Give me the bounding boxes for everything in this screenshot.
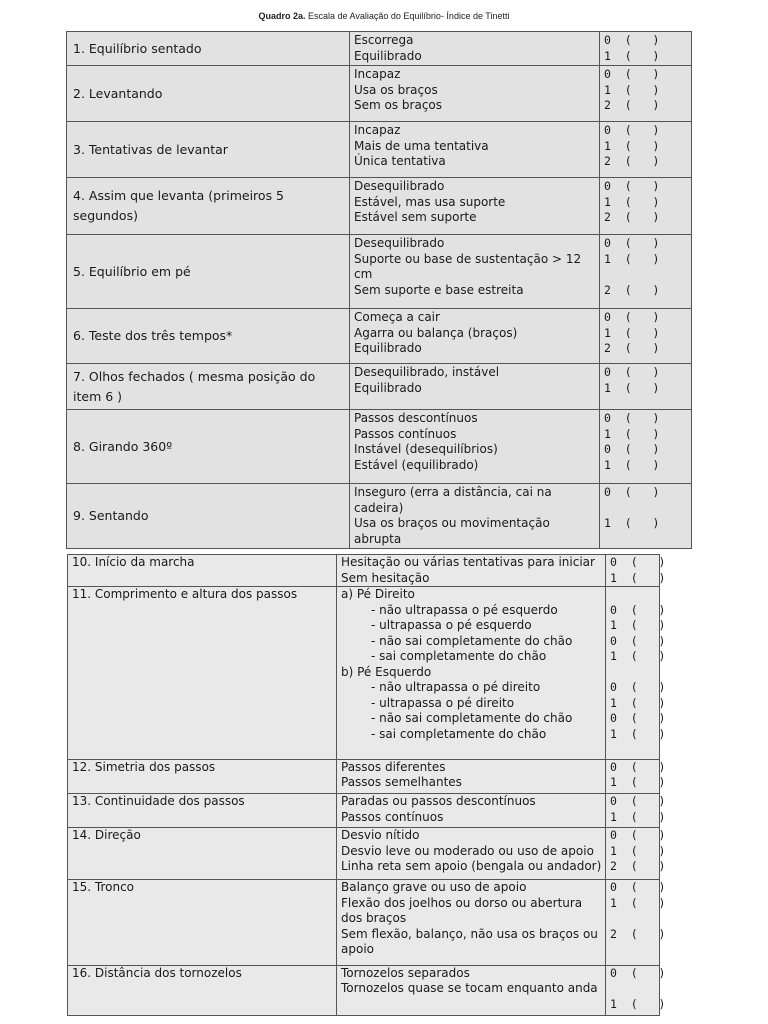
score-entry[interactable]: 0 ( ): [604, 236, 660, 250]
item-label: 9. Sentando: [73, 508, 149, 523]
score-cell: [600, 235, 692, 309]
options-cell: [350, 66, 600, 122]
option-text: - sai completamente do chão: [371, 726, 547, 741]
score-entry[interactable]: 1 ( ): [610, 618, 666, 633]
options-list: [354, 123, 595, 176]
score-entry[interactable]: 1 ( ): [610, 695, 666, 710]
options-cell: [337, 794, 606, 828]
score-entry[interactable]: 0 ( ): [610, 965, 666, 980]
table-row: [68, 759, 660, 793]
options-list: [341, 555, 601, 586]
option-text: Equilibrado: [354, 48, 422, 63]
score-cell: [606, 555, 666, 587]
item-label: 4. Assim que levanta (primeiros 5 segundos): [73, 188, 285, 223]
option-text: Sem os braços: [354, 98, 443, 112]
score-entry[interactable]: 0 ( ): [604, 67, 660, 81]
option-text: Estável, mas usa suporte: [354, 194, 506, 209]
option-text: Incapaz: [354, 123, 401, 137]
options-list: [354, 236, 595, 307]
score-entry[interactable]: 0 ( ): [604, 179, 660, 193]
option-text: Passos descontínuos: [354, 411, 478, 425]
item-cell: [67, 410, 350, 484]
tinetti-balance-table: [66, 31, 692, 549]
item-cell: [68, 587, 337, 760]
score-entry[interactable]: 0 ( ): [610, 555, 666, 569]
score-entry[interactable]: 1 ( ): [604, 380, 660, 395]
score-cell: [606, 759, 666, 793]
score-entry[interactable]: 1 ( ): [610, 726, 666, 741]
table-row: [68, 555, 660, 587]
item-cell: [68, 880, 337, 965]
option-text: Passos diferentes: [341, 759, 446, 774]
tinetti-gait-table: [67, 554, 666, 1016]
item-label: 14. Direção: [72, 828, 141, 843]
option-text: Sem hesitação: [341, 570, 430, 585]
score-entry[interactable]: 0 ( ): [604, 123, 660, 137]
options-list: [341, 760, 601, 793]
score-entry[interactable]: 1 ( ): [604, 251, 660, 266]
options-cell: [337, 555, 606, 587]
score-entry[interactable]: 1 ( ): [604, 426, 660, 441]
score-entry[interactable]: 0 ( ): [604, 310, 660, 324]
option-text: a) Pé Direito: [341, 587, 415, 602]
table-row: [68, 880, 660, 965]
score-entry[interactable]: 0 ( ): [604, 33, 660, 47]
option-text: b) Pé Esquerdo: [341, 664, 432, 679]
score-entry[interactable]: 2 ( ): [604, 98, 660, 112]
item-label: 1. Equilíbrio sentado: [73, 40, 202, 56]
item-cell: [67, 178, 350, 235]
score-cell: [600, 66, 692, 122]
item-cell: [68, 555, 337, 587]
option-text: - não ultrapassa o pé esquerdo: [371, 602, 558, 617]
score-entry[interactable]: [610, 981, 655, 997]
option-text: - ultrapassa o pé direito: [371, 695, 515, 710]
score-entry[interactable]: 1 ( ): [604, 457, 660, 472]
score-entry[interactable]: 0 ( ): [604, 365, 660, 379]
options-cell: [350, 122, 600, 178]
option-text: Desequilibrado: [354, 179, 445, 193]
score-entry[interactable]: 1 ( ): [610, 775, 666, 790]
option-text: Tornozelos quase se tocam enquanto anda: [341, 981, 598, 996]
option-text: Equilibrado: [354, 380, 422, 395]
score-entry[interactable]: 1 ( ): [610, 996, 666, 1011]
caption-text: Escala de Avaliação do Equilíbrio- Índice de Tinetti: [305, 11, 510, 21]
option-text: Flexão dos joelhos ou dorso ou abertura dos braços: [341, 895, 583, 926]
item-label: 10. Início da marcha: [72, 555, 195, 569]
options-list: [341, 587, 601, 759]
item-cell: [67, 32, 350, 66]
score-cell: [600, 484, 692, 549]
score-cell: [600, 410, 692, 484]
score-cell: [606, 880, 666, 965]
table-row: [68, 828, 660, 880]
score-entry[interactable]: 0 ( ): [604, 442, 660, 456]
option-text: Hesitação ou várias tentativas para iniciar: [341, 555, 595, 569]
score-entry[interactable]: 0 ( ): [610, 633, 666, 648]
option-text: Instável (desequilíbrios): [354, 442, 498, 456]
score-entry[interactable]: [604, 267, 687, 283]
item-cell: [67, 122, 350, 178]
item-cell: [67, 309, 350, 364]
option-text: Começa a cair: [354, 310, 440, 324]
options-list: [354, 310, 595, 362]
option-text: Balanço grave ou uso de apoio: [341, 880, 527, 895]
option-text: Desvio nítido: [341, 828, 420, 843]
options-cell: [337, 965, 606, 1015]
item-cell: [67, 235, 350, 309]
item-cell: [68, 794, 337, 828]
score-cell: [606, 965, 666, 1015]
option-text: Inseguro (erra a distância, cai na cadeira): [354, 485, 552, 515]
item-label: 13. Continuidade dos passos: [72, 794, 245, 808]
score-entry[interactable]: 2 ( ): [610, 859, 666, 874]
option-text: Mais de uma tentativa: [354, 138, 489, 153]
item-label: 5. Equilíbrio em pé: [73, 263, 191, 279]
score-entry[interactable]: 1 ( ): [610, 895, 666, 910]
score-entry[interactable]: 1 ( ): [604, 194, 660, 209]
item-label: 3. Tentativas de levantar: [73, 141, 228, 157]
table-row: [67, 32, 692, 66]
table-row: [67, 178, 692, 235]
options-list: [354, 485, 595, 547]
options-cell: [350, 309, 600, 364]
item-label: 6. Teste dos três tempos*: [73, 328, 233, 343]
table-row: [68, 587, 660, 760]
score-cell: [600, 364, 692, 410]
table-row: [67, 235, 692, 309]
score-cell: [600, 32, 692, 66]
options-cell: [350, 235, 600, 309]
table-row: [67, 122, 692, 178]
options-cell: [350, 364, 600, 410]
score-entry[interactable]: 1 ( ): [604, 138, 660, 153]
score-entry[interactable]: 0 ( ): [610, 711, 666, 726]
option-text: Suporte ou base de sustentação > 12 cm: [354, 251, 582, 281]
score-cell: [600, 309, 692, 364]
score-entry[interactable]: 1 ( ): [604, 82, 660, 97]
score-entry[interactable]: 2 ( ): [610, 926, 666, 941]
table-row: [67, 66, 692, 122]
options-cell: [350, 410, 600, 484]
option-text: Estável sem suporte: [354, 210, 477, 224]
table-row: [67, 364, 692, 410]
score-entry[interactable]: 2 ( ): [604, 282, 660, 297]
options-list: [354, 67, 595, 120]
score-entry[interactable]: 2 ( ): [604, 210, 660, 224]
score-entry[interactable]: 1 ( ): [604, 48, 660, 63]
item-cell: [67, 364, 350, 410]
option-text: - não sai completamente do chão: [371, 711, 573, 726]
score-entry[interactable]: [604, 501, 687, 517]
options-list: [341, 966, 601, 1015]
table-row: [68, 965, 660, 1015]
score-cell: [600, 178, 692, 235]
score-entry[interactable]: 1 ( ): [610, 570, 666, 585]
item-cell: [67, 484, 350, 549]
item-label: 11. Comprimento e altura dos passos: [72, 587, 298, 602]
table-row: [68, 794, 660, 828]
score-entry[interactable]: 1 ( ): [610, 649, 666, 664]
score-entry[interactable]: 0 ( ): [610, 759, 666, 774]
score-entry[interactable]: 0 ( ): [610, 602, 666, 617]
option-text: Passos semelhantes: [341, 775, 462, 790]
options-cell: [350, 32, 600, 66]
score-entry[interactable]: 2 ( ): [604, 154, 660, 168]
score-entry[interactable]: 0 ( ): [604, 485, 660, 499]
options-cell: [337, 828, 606, 880]
score-entry[interactable]: [610, 587, 655, 603]
option-text: Sem flexão, balanço, não usa os braços ou apoio: [341, 926, 598, 957]
option-text: - não ultrapassa o pé direito: [371, 680, 541, 695]
option-text: - sai completamente do chão: [371, 649, 547, 664]
options-cell: [337, 587, 606, 760]
item-cell: [68, 759, 337, 793]
item-label: 16. Distância dos tornozelos: [72, 965, 242, 980]
item-label: 2. Levantando: [73, 85, 163, 101]
score-entry[interactable]: 0 ( ): [604, 411, 660, 425]
option-text: Estável (equilibrado): [354, 457, 479, 472]
score-entry[interactable]: [610, 665, 655, 681]
score-cell: [606, 794, 666, 828]
table-caption: [0, 11, 768, 21]
option-text: Paradas ou passos descontínuos: [341, 794, 536, 808]
item-label: 15. Tronco: [72, 880, 135, 895]
score-entry[interactable]: 0 ( ): [610, 680, 666, 695]
item-cell: [68, 965, 337, 1015]
score-entry[interactable]: 2 ( ): [604, 341, 660, 355]
option-text: Passos contínuos: [354, 426, 457, 441]
item-label: 7. Olhos fechados ( mesma posição do item 6 ): [73, 368, 316, 404]
option-text: Agarra ou balança (braços): [354, 325, 518, 340]
score-entry[interactable]: 1 ( ): [604, 325, 660, 340]
options-list: [341, 880, 601, 964]
option-text: Passos contínuos: [341, 809, 444, 824]
options-cell: [350, 484, 600, 549]
score-entry[interactable]: [610, 911, 655, 927]
score-entry[interactable]: 0 ( ): [610, 828, 666, 843]
score-entry[interactable]: 0 ( ): [610, 880, 666, 895]
score-entry[interactable]: 0 ( ): [610, 794, 666, 808]
score-cell: [606, 587, 666, 760]
score-entry[interactable]: 1 ( ): [604, 516, 660, 530]
options-list: [354, 179, 595, 233]
option-text: Tornozelos separados: [341, 965, 470, 980]
options-cell: [337, 880, 606, 965]
table-row: [67, 484, 692, 549]
option-text: - ultrapassa o pé esquerdo: [371, 618, 532, 633]
options-list: [341, 794, 601, 827]
table-row: [67, 410, 692, 484]
option-text: Sem suporte e base estreita: [354, 282, 524, 297]
options-list: [354, 33, 595, 64]
item-cell: [67, 66, 350, 122]
caption-label: Quadro 2a.: [258, 11, 306, 21]
option-text: Escorrega: [354, 33, 414, 47]
options-list: [341, 828, 601, 879]
table-row: [67, 309, 692, 364]
option-text: Equilibrado: [354, 341, 422, 355]
score-cell: [606, 828, 666, 880]
option-text: Única tentativa: [354, 154, 446, 168]
score-entry[interactable]: 1 ( ): [610, 809, 666, 824]
item-cell: [68, 828, 337, 880]
option-text: Desequilibrado: [354, 236, 445, 250]
score-cell: [600, 122, 692, 178]
option-text: Linha reta sem apoio (bengala ou andador): [341, 859, 602, 874]
options-list: [354, 365, 595, 408]
options-list: [354, 411, 595, 482]
item-label: 8. Girando 360º: [73, 438, 173, 454]
score-entry[interactable]: 1 ( ): [610, 843, 666, 858]
option-text: Desequilibrado, instável: [354, 365, 500, 379]
option-text: - não sai completamente do chão: [371, 633, 573, 648]
option-text: Usa os braços: [354, 82, 438, 97]
option-text: Usa os braços ou movimentação abrupta: [354, 516, 550, 546]
option-text: Desvio leve ou moderado ou uso de apoio: [341, 843, 594, 858]
item-label: 12. Simetria dos passos: [72, 759, 216, 774]
option-text: Incapaz: [354, 67, 401, 81]
options-cell: [350, 178, 600, 235]
options-cell: [337, 759, 606, 793]
